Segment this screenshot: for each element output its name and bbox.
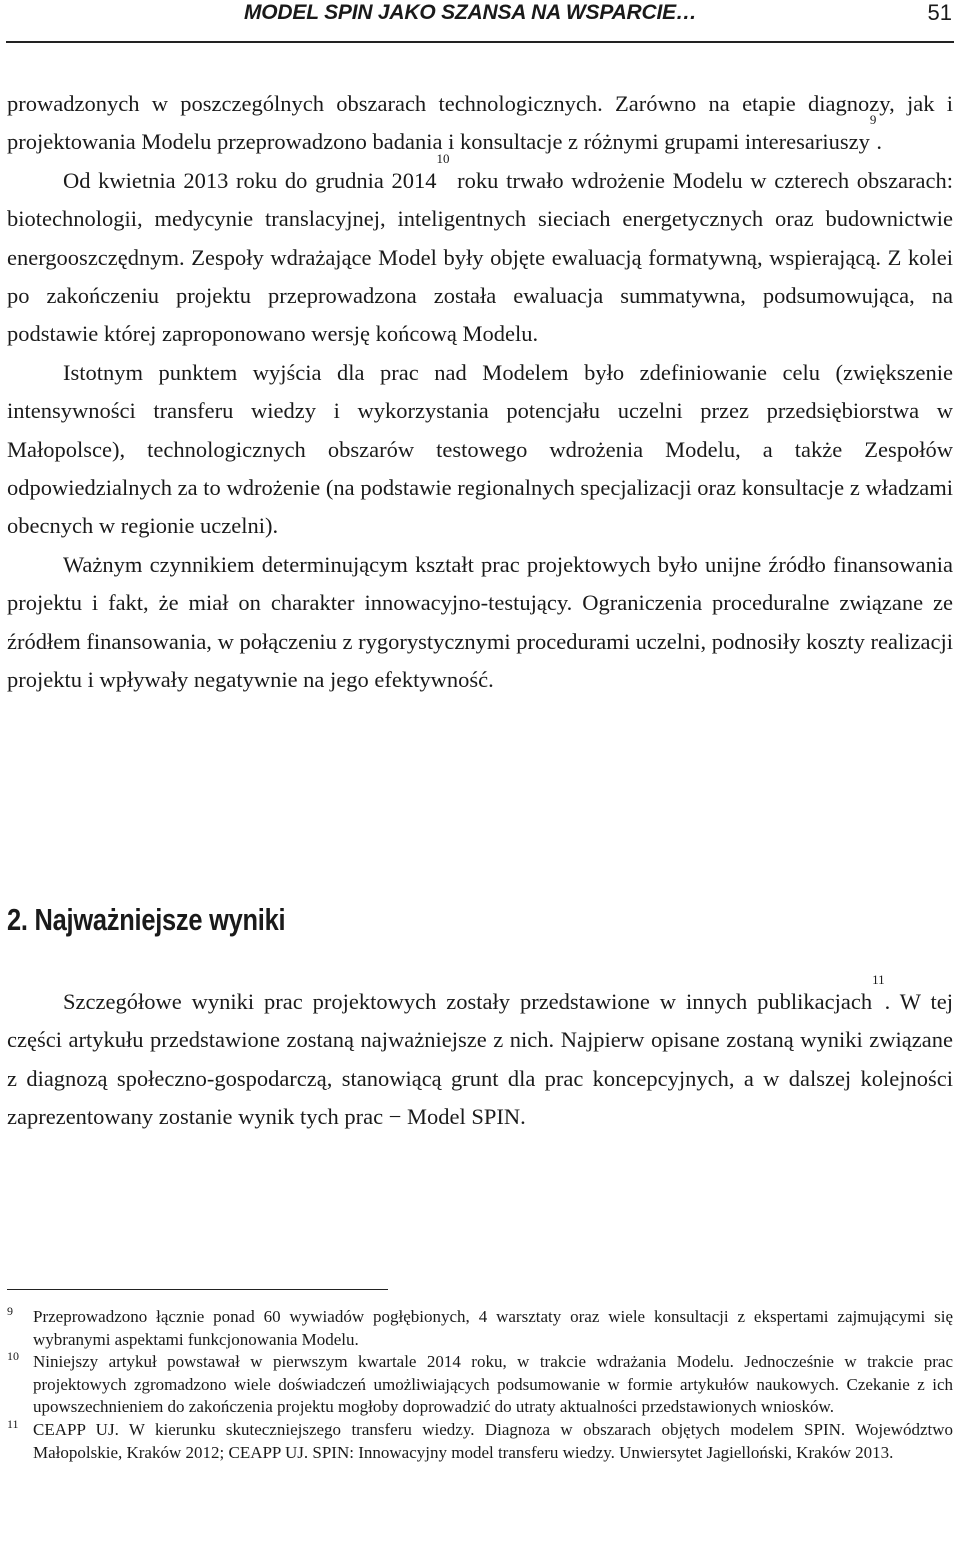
footnote-mark: 11 xyxy=(7,1416,19,1431)
footnote-ref-11[interactable]: 11 xyxy=(872,972,885,987)
footnote-mark: 10 xyxy=(7,1349,19,1364)
running-title: MODEL SPIN JAKO SZANSA NA WSPARCIE… xyxy=(244,1,697,24)
section-heading: 2. Najważniejsze wyniki xyxy=(7,902,286,937)
footnote-mark: 9 xyxy=(7,1304,13,1318)
section-2-body xyxy=(7,972,953,1137)
paragraph: Szczegółowe wyniki prac projektowych zostały przedstawione w innych publikacjach$^{11}$. W tej części artykułu przedstawione zostaną najważniejsze z nich. Najpierw opisane zostaną wyniki związane z diagnozą społeczno-gospodarczą, stanowiącą grunt dla prac koncepcyjnych, a w dalszej kolejności zaprezentowany zostanie wynik tych prac − Model SPIN. xyxy=(7,972,953,1130)
header-rule xyxy=(6,41,954,43)
footnote: 9 Przeprowadzono łącznie ponad 60 wywiadów pogłębionych, 4 warsztaty oraz wiele konsultacji z ekspertami zajmującymi się wybranymi aspektami funkcjonowania Modelu. xyxy=(7,1306,953,1351)
section-1-body xyxy=(7,85,953,700)
footnote: 11 CEAPP UJ. W kierunku skuteczniejszego transferu wiedzy. Diagnoza w obszarach objętych modelem SPIN. Województwo Małopolskie, Kraków 2012; CEAPP UJ. SPIN: Innowacyjny model transferu wiedzy. Unwiersytet Jagielloński, Kraków 2013. xyxy=(7,1419,953,1464)
footnote-ref-9[interactable]: 9 xyxy=(869,112,877,128)
paragraph: prowadzonych w poszczególnych obszarach technologicznych. Zarówno na etapie diagnozy, jak i projektowania Modelu przeprowadzono badania i konsultacje z różnymi grupami interesariuszy$^9$. xyxy=(7,91,953,155)
page-header xyxy=(0,0,960,44)
footnote-ref-10[interactable]: 10 xyxy=(436,150,450,166)
footnote-separator xyxy=(7,1289,388,1290)
paragraph: Ważnym czynnikiem determinującym kształt prac projektowych było unijne źródło finansowania projektu i fakt, że miał on charakter innowacyjno-testujący. Ograniczenia proceduralne związane ze źródłem finansowania, w połączeniu z rygorystycznymi procedurami uczelni, podnosiły koszty realizacji projektu i wpływały negatywnie na jego efektywność. xyxy=(7,551,953,693)
paragraph: Od kwietnia 2013 roku do grudnia 2014$^{10}$ roku trwało wdrożenie Modelu w czterech obszarach: biotechnologii, medycynie translacyjnej, inteligentnych sieciach energetycznych oraz budownictwie energooszczędnym. Zespoły wdrażające Model były objęte ewaluacją formatywną, wspierającą. Z kolei po zakończeniu projektu przeprowadzona została ewaluacja summatywna, podsumowująca, na podstawie której zaproponowano wersję końcową Modelu. xyxy=(7,150,954,347)
paragraph: Istotnym punktem wyjścia dla prac nad Modelem było zdefiniowanie celu (zwiększenie intensywności transferu wiedzy i wykorzystania potencjału uczelni przez przedsiębiorstwa w Małopolsce), technologicznych obszarów testowego wdrożenia Modelu, a także Zespołów odpowiedzialnych za to wdrożenie (na podstawie regionalnych specjalizacji oraz konsultacje z władzami obecnych w regionie uczelni). xyxy=(7,359,953,539)
footnotes xyxy=(7,1306,953,1464)
footnote: 10 Niniejszy artykuł powstawał w pierwszym kwartale 2014 roku, w trakcie wdrażania Modelu. Jednocześnie w trakcie prac projektowych zgromadzono wiele doświadczeń umożliwiających podsumowanie w formie artykułów naukowych. Czekanie z ich upowszechnieniem do zakończenia projektu mogłoby doprowadzić do utraty aktualności przedstawionych wniosków. xyxy=(7,1351,953,1419)
page-number: 51 xyxy=(927,0,952,25)
